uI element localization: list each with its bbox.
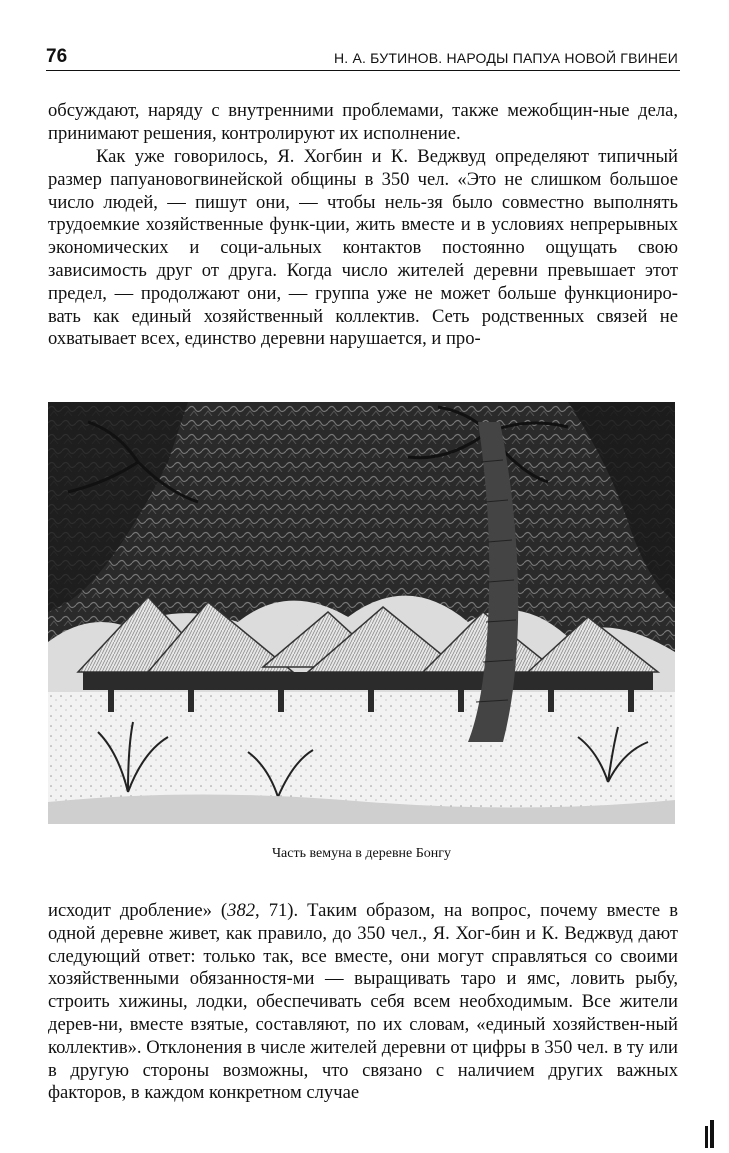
body-paragraph-continuation: обсуждают, наряду с внутренними проблемами, также межобщин-ные дела, принимают решения, контролируют их исполнение. — [48, 100, 678, 144]
figure-caption: Часть вемуна в деревне Бонгу — [271, 846, 452, 861]
citation-reference: 382 — [227, 900, 256, 921]
page-number: 76 — [46, 46, 68, 67]
page-header — [46, 44, 680, 71]
scan-edge-mark — [704, 1118, 716, 1150]
village-huts-illustration — [48, 402, 675, 824]
body-paragraph: Как уже говорилось, Я. Хогбин и К. Веджвуд определяют типичный размер папуановогвинейской общины в 350 чел. «Это не слишком большое число людей, — пишут они, — чтобы нель-зя было совместно выполнять трудоемкие хозяйственные функ-ции, жить вместе и в условиях непрерывных экономических и соци-альных контактов постоянно ощущать свою зависимость друг от друга. Когда число жителей деревни превышает этот предел, — продолжают они, — группа уже не может больше функциониро-вать как единый хозяйственный коллектив. Сеть родственных связей не охватывает всех, единство деревни нарушается, и про- — [48, 146, 678, 350]
paragraph-text-start: исходит дробление» ( — [48, 900, 228, 921]
village-photo — [48, 402, 675, 824]
paragraph-text-rest: , 71). Таким образом, на вопрос, почему вместе в одной деревне живет, как правило, до 350 чел., Я. Хог-бин и К. Веджвуд дают следующий ответ: только так, все вместе, они могут справляться со своими хозяйственными обязанностя-ми — выращивать таро и ямс, ловить рыбу, строить хижины, лодки, обеспечивать себя всем необходимым. Все жители дерев-ни, вместе взятые, составляют, по их словам, «единый хозяйствен-ный коллектив». Отклонения в числе жителей деревни от цифры в 350 чел. в ту или в другую стороны возможны, что связано с наличием других важных факторов, в каждом конкретном случае — [48, 900, 678, 1104]
running-title: Н. А. БУТИНОВ. НАРОДЫ ПАПУА НОВОЙ ГВИНЕИ — [333, 50, 678, 66]
body-paragraph-continued — [48, 900, 678, 1105]
